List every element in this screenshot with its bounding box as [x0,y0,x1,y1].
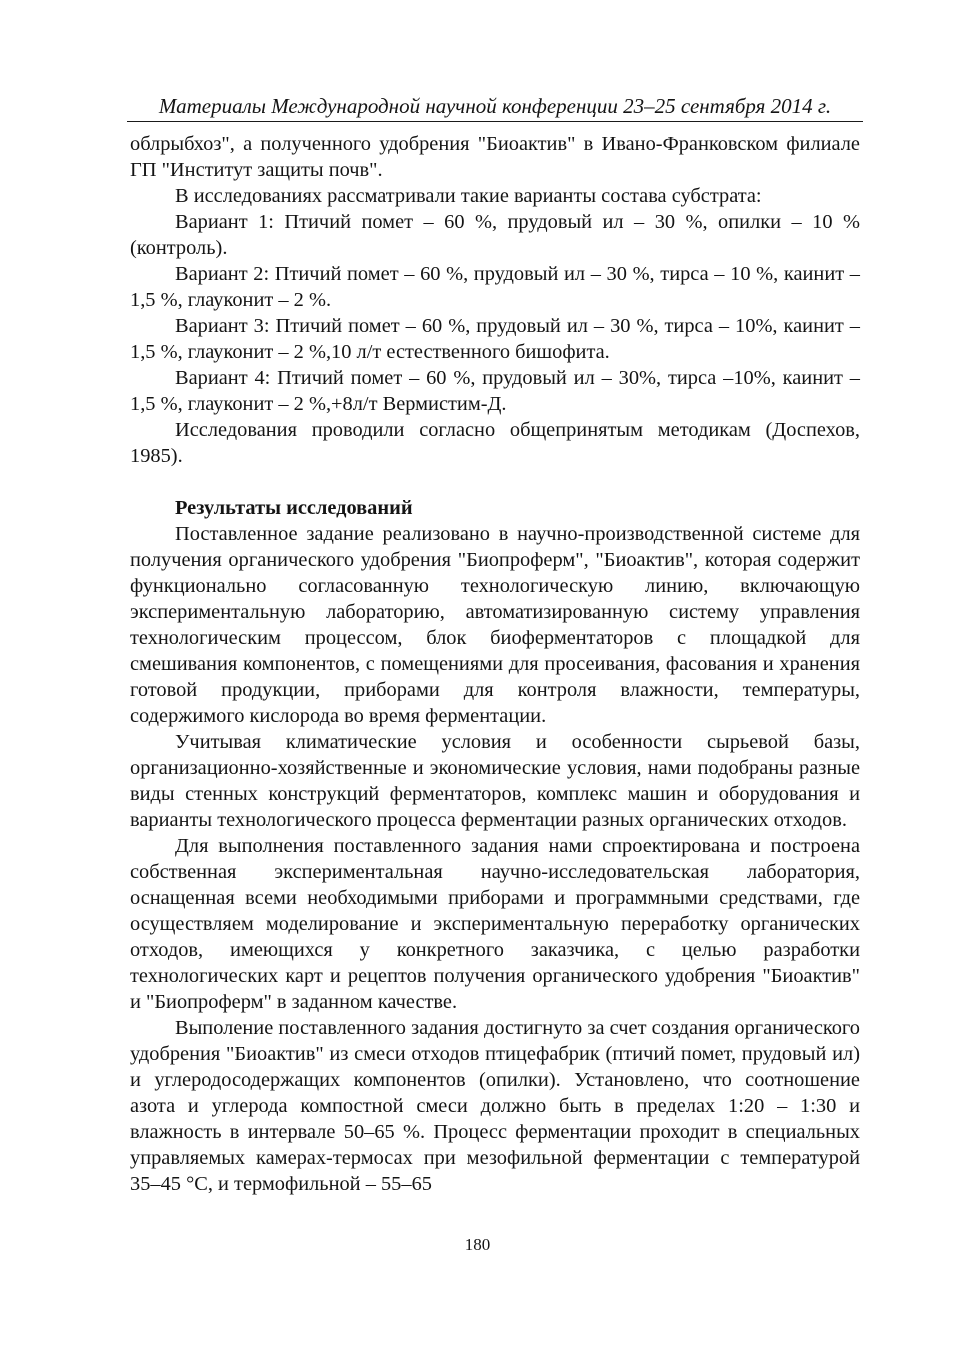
variant-1: Вариант 1: Птичий помет – 60 %, прудовый ил – 30 %, опилки – 10 % (контроль). [130,211,860,259]
article-body [130,131,860,1197]
variant-4: Вариант 4: Птичий помет – 60 %, прудовый ил – 30%, тирса –10%, каинит – 1,5 %, глауконит – 2 %,+8л/т Вермистим-Д. [130,367,860,415]
paragraph: В исследованиях рассматривали такие варианты состава субстрата: [175,185,762,207]
paragraph: облрыбхоз", а полученного удобрения "Биоактив" в Ивано-Франковском филиале ГП "Институт защиты почв". [130,133,860,181]
page-number: 180 [464,1235,491,1254]
running-header: Материалы Международной научной конференции 23–25 сентября 2014 г. [158,94,832,118]
variant-2: Вариант 2: Птичий помет – 60 %, прудовый ил – 30 %, тирса – 10 %, каинит – 1,5 %, глауконит – 2 %. [130,263,860,311]
variant-3: Вариант 3: Птичий помет – 60 %, прудовый ил – 30 %, тирса – 10%, каинит – 1,5 %, глауконит – 2 %,10 л/т естественного бишофита. [130,315,860,363]
paragraph: Учитывая климатические условия и особенности сырьевой базы, организационно-хозяйственные и экономические условия, нами подобраны разные виды стенных конструкций ферментаторов, комплекс машин и оборудования и варианты технологического процесса ферментации разных органических отходов. [130,731,860,831]
paragraph: Исследования проводили согласно общепринятым методикам (Доспехов, 1985). [130,419,860,467]
paragraph: Выполение поставленного задания достигнуто за счет создания органического удобрения "Биоактив" из смеси отходов птицефабрик (птичий помет, прудовый ил) и углеродосодержащих компонентов (опилки). Установлено, что соотношение азота и углерода компостной смеси должно быть в пределах 1:20 – 1:30 и влажность в интервале 50–65 %. Процесс ферментации проходит в специальных управляемых камерах-термосах при мезофильной ферментации с температурой 35–45 °С, и термофильной – 55–65 [130,1017,860,1195]
header-rule [127,121,863,122]
paragraph: Для выполнения поставленного задания нами спроектирована и построена собственная экспериментальная научно-исследовательская лаборатория, оснащенная всеми необходимыми приборами и программными средствами, где осуществляем моделирование и экспериментальную переработку органических отходов, имеющихся у конкретного заказчика, с целью разработки технологических карт и рецептов получения органического удобрения "Биоактив" и "Биопроферм" в заданном качестве. [130,835,860,1013]
section-heading: Результаты исследований [175,497,413,519]
paragraph: Поставленное задание реализовано в научно-производственной системе для получения органического удобрения "Биопроферм", "Биоактив", которая содержит функционально согласованную технологическую линию, включающую экспериментальную лабораторию, автоматизированную систему управления технологическим процессом, блок биоферментаторов с площадкой для смешивания компонентов, с помещениями для просеивания, фасования и хранения готовой продукции, приборами для контроля влажности, температуры, содержимого кислорода во время ферментации. [130,523,860,727]
